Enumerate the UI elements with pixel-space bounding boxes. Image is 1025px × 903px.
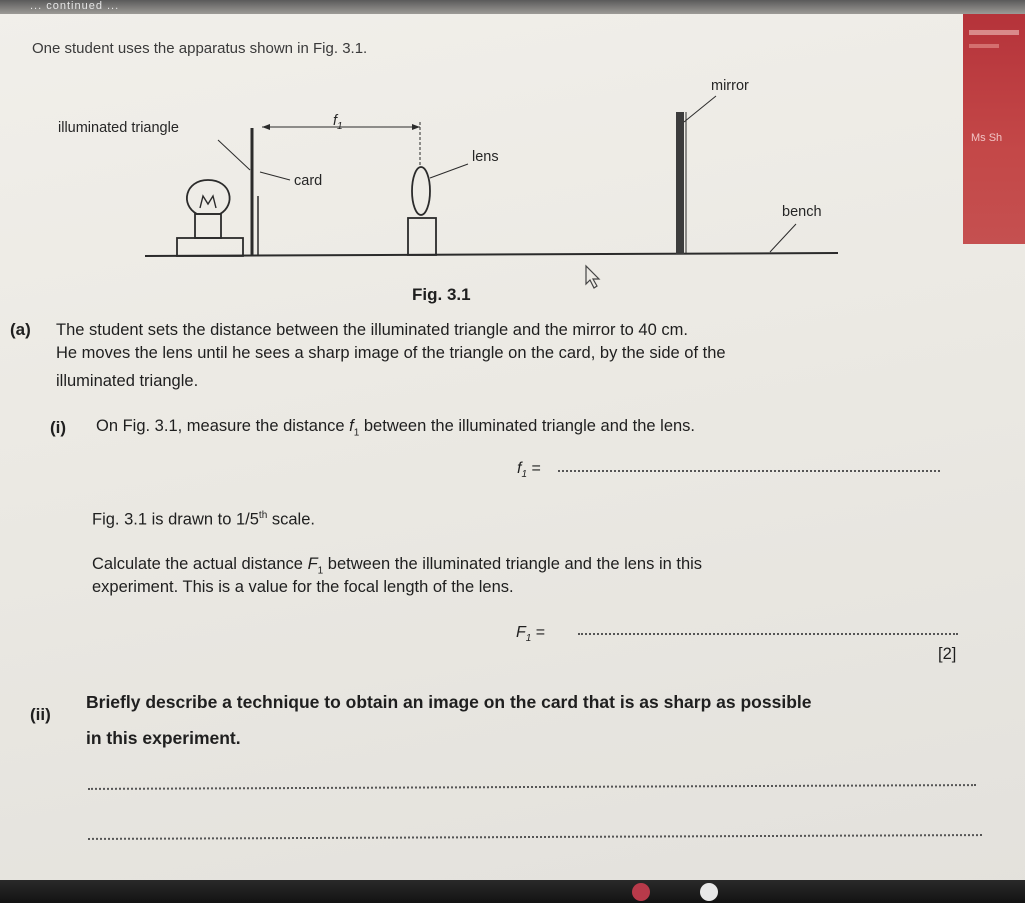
intro-sentence: One student uses the apparatus shown in Fig. 3.1. — [32, 40, 368, 57]
F1-answer-sub: 1 — [525, 633, 532, 645]
f1-answer-sub: 1 — [521, 469, 528, 481]
f1-answer-symbol: f — [517, 460, 522, 477]
label-lens: lens — [472, 149, 499, 165]
question-a-line-2: He moves the lens until he sees a sharp image of the triangle on the card, by the side of the — [56, 344, 726, 362]
bench-line — [145, 253, 838, 256]
lens-shape — [412, 167, 430, 215]
question-i-symbol-sub: 1 — [353, 427, 360, 439]
f1-answer-label — [517, 460, 541, 480]
taskbar-app-icon-2[interactable] — [700, 883, 718, 901]
label-f1-sub: 1 — [337, 120, 343, 132]
question-i-before: On Fig. 3.1, measure the distance — [96, 417, 350, 435]
question-i-after: between the illuminated triangle and the lens. — [359, 417, 696, 435]
scale-note-sup: th — [258, 510, 268, 521]
scale-note-before: Fig. 3.1 is drawn to 1/5 — [92, 510, 259, 529]
question-ii-label: (ii) — [30, 705, 51, 724]
question-a-line-1: The student sets the distance between the illuminated triangle and the mirror to 40 cm. — [56, 321, 688, 339]
f1-answer-eq: = — [527, 460, 541, 477]
question-i-text — [96, 417, 695, 438]
mirror-body — [676, 112, 684, 254]
F1-answer-label — [516, 624, 545, 644]
figure-caption: Fig. 3.1 — [412, 285, 471, 304]
label-bench: bench — [782, 204, 822, 220]
bench-pointer — [770, 224, 796, 252]
label-card: card — [294, 173, 323, 189]
cut-off-heading: ... continued ... — [30, 0, 120, 12]
label-illuminated-triangle: illuminated triangle — [58, 120, 179, 136]
panel-name-tag: Ms Sh — [971, 132, 1003, 144]
calc-after: between the illuminated triangle and the lens in this — [323, 555, 703, 573]
calc-symbol: F — [307, 555, 318, 573]
lens-pointer — [430, 164, 468, 178]
F1-answer-line[interactable] — [578, 633, 958, 635]
calc-symbol-sub: 1 — [317, 565, 324, 577]
card-pointer — [260, 172, 290, 180]
calculation-line-2: experiment. This is a value for the focal length of the lens. — [92, 578, 514, 596]
calculation-line-1 — [92, 555, 702, 576]
triangle-pointer — [218, 140, 250, 170]
F1-answer-eq: = — [531, 624, 546, 641]
taskbar-app-icon[interactable] — [632, 883, 650, 901]
f1-arrow-right — [412, 124, 420, 130]
scale-note-after: scale. — [267, 510, 315, 529]
question-a-line-3: illuminated triangle. — [56, 372, 199, 390]
answer-line-1[interactable] — [88, 784, 976, 790]
lens-holder — [408, 218, 436, 255]
lamp-base — [177, 238, 243, 256]
calc-before: Calculate the actual distance — [92, 555, 308, 573]
f1-answer-line[interactable] — [558, 470, 940, 472]
question-a-label: (a) — [10, 320, 31, 339]
mouse-cursor-icon — [586, 266, 599, 288]
answer-line-2[interactable] — [88, 834, 982, 840]
lamp-stand — [195, 214, 221, 238]
label-f1-symbol: f — [333, 113, 338, 129]
question-i-label: (i) — [50, 418, 67, 437]
f1-arrow-left — [262, 124, 270, 130]
scale-note — [92, 510, 315, 530]
F1-answer-symbol: F — [516, 624, 526, 641]
question-i-symbol: f — [349, 417, 354, 435]
question-ii-line-1: Briefly describe a technique to obtain an image on the card that is as sharp as possible — [86, 692, 812, 712]
apparatus-diagram — [0, 0, 1025, 300]
marks-indicator: [2] — [938, 645, 957, 663]
label-f1 — [333, 113, 343, 132]
question-ii-line-2: in this experiment. — [86, 728, 241, 748]
mirror-pointer — [684, 96, 716, 122]
bottom-taskbar — [0, 880, 1025, 903]
label-mirror: mirror — [711, 78, 749, 94]
